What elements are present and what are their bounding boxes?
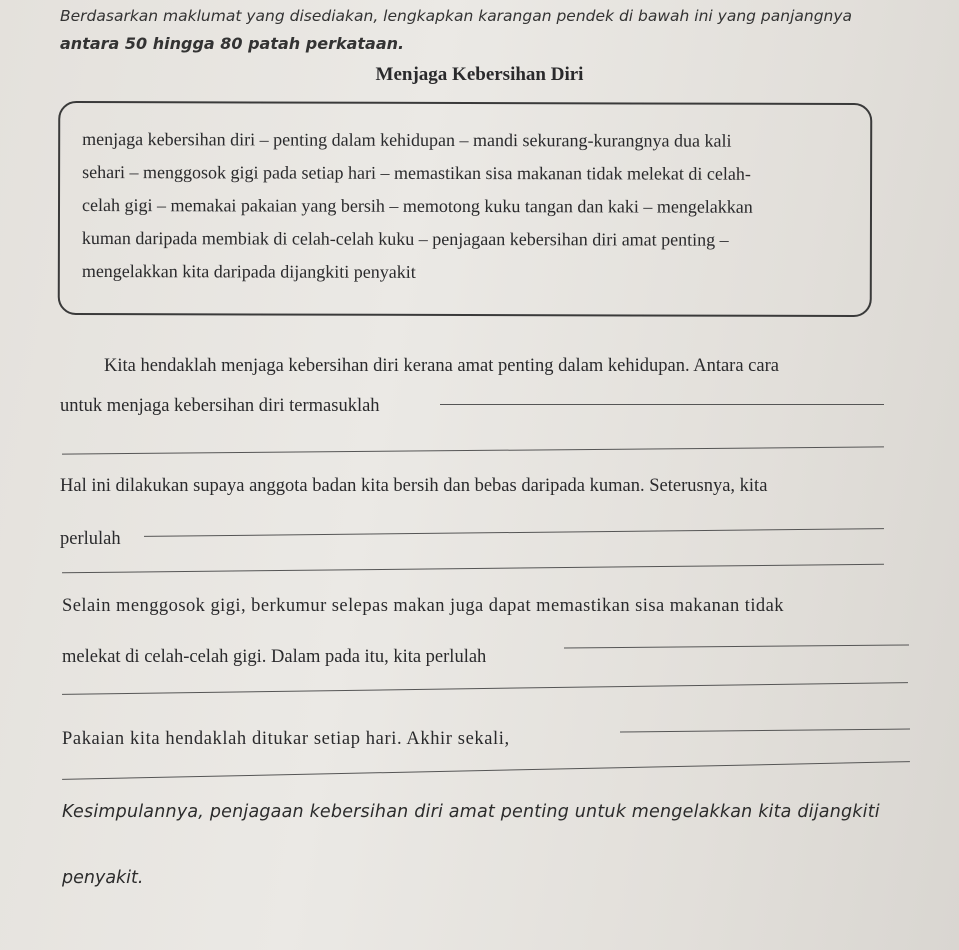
info-line: sehari – menggosok gigi pada setiap hari – memastikan sisa makanan tidak melekat di celah- xyxy=(82,161,751,184)
answer-blank[interactable] xyxy=(62,446,884,454)
essay-p3-line2: melekat di celah-celah gigi. Dalam pada itu, kita perlulah xyxy=(62,647,487,667)
answer-blank[interactable] xyxy=(62,682,908,695)
answer-blank[interactable] xyxy=(440,404,884,405)
essay-p1-line2: untuk menjaga kebersihan diri termasuklah xyxy=(60,396,380,416)
instruction-text xyxy=(60,2,940,58)
essay-p4-line1: Pakaian kita hendaklah ditukar setiap hari. Akhir sekali, xyxy=(62,729,510,749)
essay-p2-line2: perlulah xyxy=(60,529,121,549)
answer-blank[interactable] xyxy=(620,728,910,732)
essay-p3-line1: Selain menggosok gigi, berkumur selepas makan juga dapat memastikan sisa makanan tidak xyxy=(62,596,784,616)
answer-blank[interactable] xyxy=(62,761,910,780)
instruction-line-2: antara 50 hingga 80 patah perkataan. xyxy=(60,34,405,53)
info-line: kuman daripada membiak di celah-celah kuku – penjagaan kebersihan diri amat penting – xyxy=(81,227,729,250)
info-line: celah gigi – memakai pakaian yang bersih – memotong kuku tangan dan kaki – mengelakkan xyxy=(81,194,753,217)
essay-p5-line2: penyakit. xyxy=(62,868,144,888)
essay-p5-line1: Kesimpulannya, penjagaan kebersihan diri amat penting untuk mengelakkan kita dijangkiti xyxy=(62,802,880,822)
info-line: menjaga kebersihan diri – penting dalam kehidupan – mandi sekurang-kurangnya dua kali xyxy=(82,128,732,151)
page-title: Menjaga Kebersihan Diri xyxy=(375,64,584,85)
essay-p2-line1: Hal ini dilakukan supaya anggota badan kita bersih dan bebas daripada kuman. Seterusnya, kita xyxy=(60,476,768,496)
info-box xyxy=(58,101,873,317)
answer-blank[interactable] xyxy=(62,564,884,574)
info-box-text xyxy=(82,123,872,290)
essay-p1-line1: Kita hendaklah menjaga kebersihan diri kerana amat penting dalam kehidupan. Antara cara xyxy=(104,356,779,376)
info-line: mengelakkan kita daripada dijangkiti penyakit xyxy=(81,260,416,282)
answer-blank[interactable] xyxy=(144,528,884,537)
answer-blank[interactable] xyxy=(564,644,909,648)
instruction-line-1: Berdasarkan maklumat yang disediakan, lengkapkan karangan pendek di bawah ini yang panjangnya xyxy=(60,7,853,25)
